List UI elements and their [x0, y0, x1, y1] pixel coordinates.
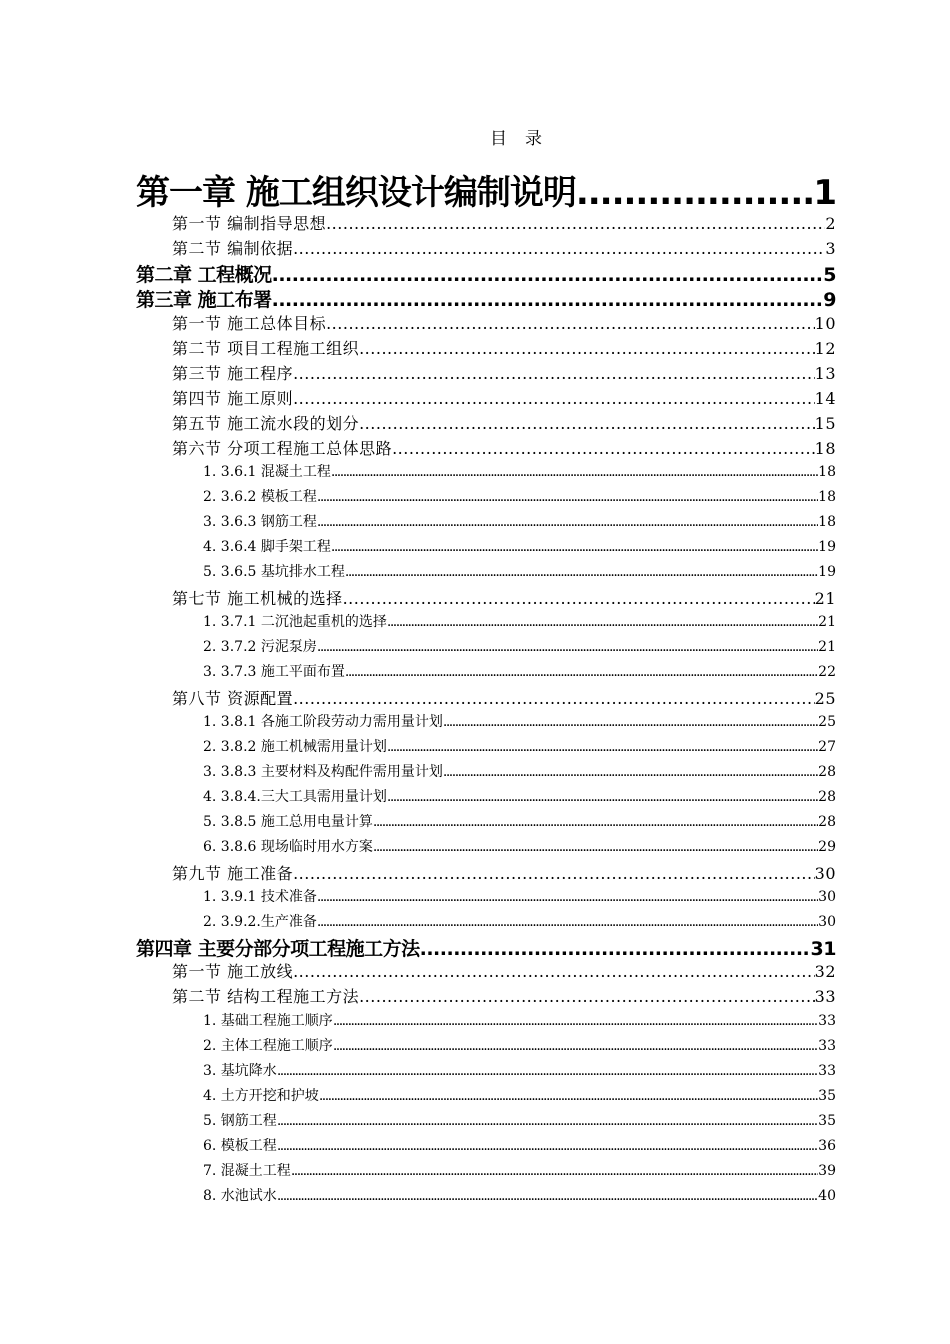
- toc-entry-label: 第五节 施工流水段的划分: [172, 414, 360, 433]
- toc-entry-label: 第三节 施工程序: [172, 364, 294, 383]
- toc-leader-dots: [272, 289, 824, 311]
- toc-entry-label: 2. 3.8.2 施工机械需用量计划: [203, 739, 387, 755]
- toc-page-number: 14: [814, 389, 836, 408]
- toc-page-number: 21: [818, 614, 836, 630]
- toc-leader-dots: [293, 864, 815, 883]
- toc-entry-label: 第九节 施工准备: [172, 864, 294, 883]
- toc-entry-label: 第二节 结构工程施工方法: [172, 987, 360, 1006]
- toc-page-number: 27: [818, 739, 836, 755]
- toc-leader-dots: [387, 789, 818, 805]
- toc-leader-dots: [387, 739, 818, 755]
- toc-entry[interactable]: [172, 959, 836, 983]
- toc-leader-dots: [317, 889, 818, 905]
- toc-leader-dots: [317, 514, 818, 530]
- toc-entry-label: 第二节 项目工程施工组织: [172, 339, 360, 358]
- toc-leader-dots: [576, 173, 813, 209]
- toc-leader-dots: [373, 839, 818, 855]
- toc-entry[interactable]: [172, 236, 836, 260]
- toc-entry-label: 第二章 工程概况: [136, 264, 272, 286]
- toc-page-number: 40: [818, 1188, 836, 1204]
- toc-title: 目录: [490, 129, 560, 149]
- toc-page-number: 30: [818, 914, 836, 930]
- toc-leader-dots: [359, 414, 815, 433]
- toc-page-number: 29: [818, 839, 836, 855]
- toc-entry[interactable]: [203, 661, 836, 683]
- toc-entry[interactable]: [136, 165, 836, 209]
- toc-entry-label: 第八节 资源配置: [172, 689, 294, 708]
- toc-entry-label: 6. 3.8.6 现场临时用水方案: [203, 839, 373, 855]
- toc-entry[interactable]: [172, 311, 836, 335]
- toc-page-number: 33: [818, 1063, 836, 1079]
- toc-entry[interactable]: [203, 1010, 836, 1032]
- toc-entry-label: 3. 3.7.3 施工平面布置: [203, 664, 345, 680]
- toc-leader-dots: [331, 464, 818, 480]
- toc-entry-label: 1. 基础工程施工顺序: [203, 1013, 333, 1029]
- toc-entry-label: 7. 混凝土工程: [203, 1163, 291, 1179]
- toc-leader-dots: [319, 1088, 818, 1104]
- toc-page-number: 18: [818, 489, 836, 505]
- toc-entry[interactable]: [203, 811, 836, 833]
- toc-entry[interactable]: [203, 1135, 836, 1157]
- toc-page-number: 32: [814, 962, 836, 981]
- toc-entry[interactable]: [172, 386, 836, 410]
- toc-leader-dots: [272, 264, 824, 286]
- toc-page-number: 5: [823, 264, 836, 286]
- toc-leader-dots: [345, 664, 818, 680]
- toc-page-number: 13: [814, 364, 836, 383]
- toc-entry-label: 4. 土方开挖和护坡: [203, 1088, 319, 1104]
- toc-page-number: 30: [814, 864, 836, 883]
- toc-page-number: 15: [814, 414, 836, 433]
- toc-page-number: 33: [818, 1013, 836, 1029]
- toc-leader-dots: [277, 1188, 818, 1204]
- toc-leader-dots: [359, 339, 815, 358]
- toc-entry[interactable]: [172, 411, 836, 435]
- toc-page-number: 25: [814, 689, 836, 708]
- toc-leader-dots: [443, 714, 818, 730]
- toc-entry-label: 第二节 编制依据: [172, 239, 294, 258]
- toc-page-number: 9: [823, 289, 836, 311]
- toc-page-number: 31: [810, 938, 836, 960]
- toc-page-number: 28: [818, 814, 836, 830]
- toc-page-number: 33: [814, 987, 836, 1006]
- toc-leader-dots: [345, 564, 818, 580]
- toc-leader-dots: [333, 1038, 818, 1054]
- toc-entry[interactable]: [172, 211, 836, 235]
- toc-leader-dots: [291, 1163, 818, 1179]
- toc-entry[interactable]: [172, 436, 836, 460]
- toc-page-number: 35: [818, 1113, 836, 1129]
- toc-entry[interactable]: [203, 461, 836, 483]
- toc-entry-label: 5. 3.6.5 基坑排水工程: [203, 564, 345, 580]
- toc-entry-label: 2. 3.7.2 污泥泵房: [203, 639, 317, 655]
- toc-entry[interactable]: [203, 736, 836, 758]
- toc-entry-label: 1. 3.6.1 混凝土工程: [203, 464, 331, 480]
- toc-leader-dots: [317, 489, 818, 505]
- toc-page-number: 18: [818, 464, 836, 480]
- toc-page-number: 18: [818, 514, 836, 530]
- toc-entry[interactable]: [172, 984, 836, 1008]
- toc-entry[interactable]: [203, 1185, 836, 1207]
- toc-page-number: 21: [818, 639, 836, 655]
- toc-leader-dots: [387, 614, 818, 630]
- toc-entry[interactable]: [172, 686, 836, 710]
- toc-entry[interactable]: [136, 934, 836, 960]
- toc-entry[interactable]: [203, 1060, 836, 1082]
- toc-leader-dots: [293, 364, 815, 383]
- toc-entry[interactable]: [203, 486, 836, 508]
- toc-page-number: 1: [813, 173, 836, 209]
- toc-page-number: 19: [818, 539, 836, 555]
- toc-entry-label: 第一节 施工总体目标: [172, 314, 327, 333]
- toc-page-number: 2: [825, 214, 836, 233]
- toc-page-number: 10: [814, 314, 836, 333]
- toc-leader-dots: [343, 589, 815, 608]
- toc-page-number: 35: [818, 1088, 836, 1104]
- toc-entry-label: 5. 钢筋工程: [203, 1113, 277, 1129]
- toc-page-number: 3: [825, 239, 836, 258]
- toc-leader-dots: [359, 987, 815, 1006]
- toc-leader-dots: [331, 539, 818, 555]
- toc-entry-label: 5. 3.8.5 施工总用电量计算: [203, 814, 373, 830]
- toc-entry[interactable]: [203, 886, 836, 908]
- toc-entry-label: 3. 3.6.3 钢筋工程: [203, 514, 317, 530]
- toc-page-number: 39: [818, 1163, 836, 1179]
- toc-page-number: 22: [818, 664, 836, 680]
- toc-entry-label: 第一节 编制指导思想: [172, 214, 327, 233]
- toc-entry-label: 8. 水池试水: [203, 1188, 277, 1204]
- toc-entry-label: 第七节 施工机械的选择: [172, 589, 343, 608]
- toc-entry-label: 第三章 施工布署: [136, 289, 272, 311]
- toc-leader-dots: [293, 962, 815, 981]
- toc-entry-label: 2. 3.9.2.生产准备: [203, 914, 317, 930]
- toc-entry-label: 第四章 主要分部分项工程施工方法: [136, 938, 420, 960]
- toc-entry-label: 1. 3.7.1 二沉池起重机的选择: [203, 614, 387, 630]
- toc-entry[interactable]: [172, 586, 836, 610]
- toc-entry[interactable]: [203, 511, 836, 533]
- toc-page-number: 21: [814, 589, 836, 608]
- toc-entry-label: 第四节 施工原则: [172, 389, 294, 408]
- toc-entry[interactable]: [203, 786, 836, 808]
- toc-leader-dots: [392, 439, 815, 458]
- toc-entry-label: 3. 3.8.3 主要材料及构配件需用量计划: [203, 764, 443, 780]
- toc-page-number: 28: [818, 789, 836, 805]
- toc-entry-label: 1. 3.8.1 各施工阶段劳动力需用量计划: [203, 714, 443, 730]
- toc-entry-label: 6. 模板工程: [203, 1138, 277, 1154]
- toc-entry[interactable]: [203, 611, 836, 633]
- toc-entry-label: 1. 3.9.1 技术准备: [203, 889, 317, 905]
- toc-leader-dots: [373, 814, 818, 830]
- toc-entry[interactable]: [203, 536, 836, 558]
- toc-entry[interactable]: [203, 1035, 836, 1057]
- toc-page-number: 12: [814, 339, 836, 358]
- toc-entry[interactable]: [203, 636, 836, 658]
- toc-leader-dots: [293, 689, 815, 708]
- toc-page-number: 19: [818, 564, 836, 580]
- toc-leader-dots: [277, 1138, 818, 1154]
- toc-leader-dots: [326, 214, 825, 233]
- toc-entry-label: 4. 3.6.4 脚手架工程: [203, 539, 331, 555]
- toc-leader-dots: [277, 1113, 818, 1129]
- toc-page-number: 30: [818, 889, 836, 905]
- toc-page-number: 28: [818, 764, 836, 780]
- toc-leader-dots: [333, 1013, 818, 1029]
- toc-entry[interactable]: [203, 761, 836, 783]
- toc-entry-label: 3. 基坑降水: [203, 1063, 277, 1079]
- toc-entry[interactable]: [203, 1160, 836, 1182]
- toc-leader-dots: [293, 239, 825, 258]
- toc-page-number: 33: [818, 1038, 836, 1054]
- toc-entry-label: 2. 主体工程施工顺序: [203, 1038, 333, 1054]
- toc-page-number: 36: [818, 1138, 836, 1154]
- toc-leader-dots: [277, 1063, 818, 1079]
- toc-entry[interactable]: [203, 1110, 836, 1132]
- toc-entry[interactable]: [136, 260, 836, 286]
- toc-entry[interactable]: [203, 836, 836, 858]
- toc-page-number: 25: [818, 714, 836, 730]
- toc-entry-label: 第一章 施工组织设计编制说明: [136, 173, 576, 209]
- toc-leader-dots: [317, 914, 818, 930]
- toc-entry[interactable]: [172, 861, 836, 885]
- toc-leader-dots: [293, 389, 815, 408]
- toc-entry-label: 4. 3.8.4.三大工具需用量计划: [203, 789, 387, 805]
- toc-entry[interactable]: [203, 711, 836, 733]
- toc-entry-label: 2. 3.6.2 模板工程: [203, 489, 317, 505]
- toc-entry[interactable]: [203, 1085, 836, 1107]
- toc-entry[interactable]: [203, 561, 836, 583]
- toc-entry-label: 第一节 施工放线: [172, 962, 294, 981]
- toc-leader-dots: [443, 764, 818, 780]
- toc-page-number: 18: [814, 439, 836, 458]
- toc-entry-label: 第六节 分项工程施工总体思路: [172, 439, 393, 458]
- toc-leader-dots: [420, 938, 811, 960]
- toc-leader-dots: [317, 639, 818, 655]
- toc-entry[interactable]: [172, 336, 836, 360]
- toc-entry[interactable]: [136, 285, 836, 311]
- toc-leader-dots: [326, 314, 815, 333]
- toc-entry[interactable]: [203, 911, 836, 933]
- toc-entry[interactable]: [172, 361, 836, 385]
